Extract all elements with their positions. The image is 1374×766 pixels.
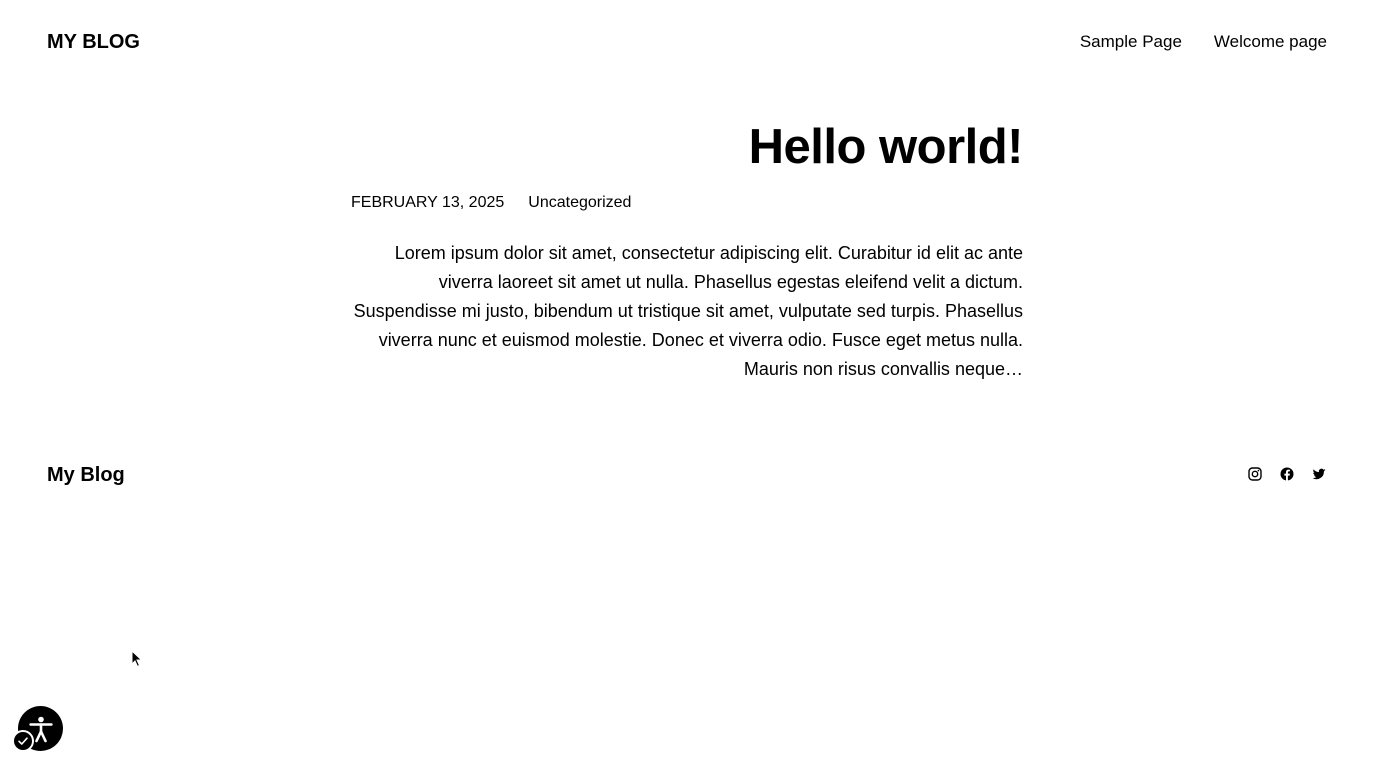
twitter-icon[interactable] <box>1311 466 1327 482</box>
post-meta <box>351 193 631 213</box>
facebook-icon[interactable] <box>1279 466 1295 482</box>
post-date: FEBRUARY 13, 2025 <box>351 194 505 211</box>
nav-item-sample-page[interactable]: Sample Page <box>1079 32 1182 51</box>
post-excerpt: Lorem ipsum dolor sit amet, consectetur adipiscing elit. Curabitur id elit ac ante viverra laoreet sit amet ut nulla. Phasellus egestas eleifend velit a dictum. Suspendisse mi justo, bibendum ut tristique sit amet, vulputate sed turpis. Phasellus viverra nunc et euismod molestie. Donec et viverra odio. Fusce eget metus nulla. Mauris non risus convallis neque… <box>353 243 1023 379</box>
nav-item-welcome-page[interactable]: Welcome page <box>1213 32 1327 51</box>
social-links <box>1247 466 1327 482</box>
footer-site-title[interactable]: My Blog <box>47 464 125 486</box>
post-category[interactable]: Uncategorized <box>528 194 632 211</box>
post-title[interactable]: Hello world! <box>748 120 1023 174</box>
mouse-cursor-icon <box>131 650 143 668</box>
instagram-icon[interactable] <box>1247 466 1263 482</box>
accessibility-status-badge <box>12 730 34 752</box>
checkmark-icon <box>17 735 29 747</box>
site-title[interactable]: MY BLOG <box>47 31 140 53</box>
main-nav <box>1080 31 1327 53</box>
